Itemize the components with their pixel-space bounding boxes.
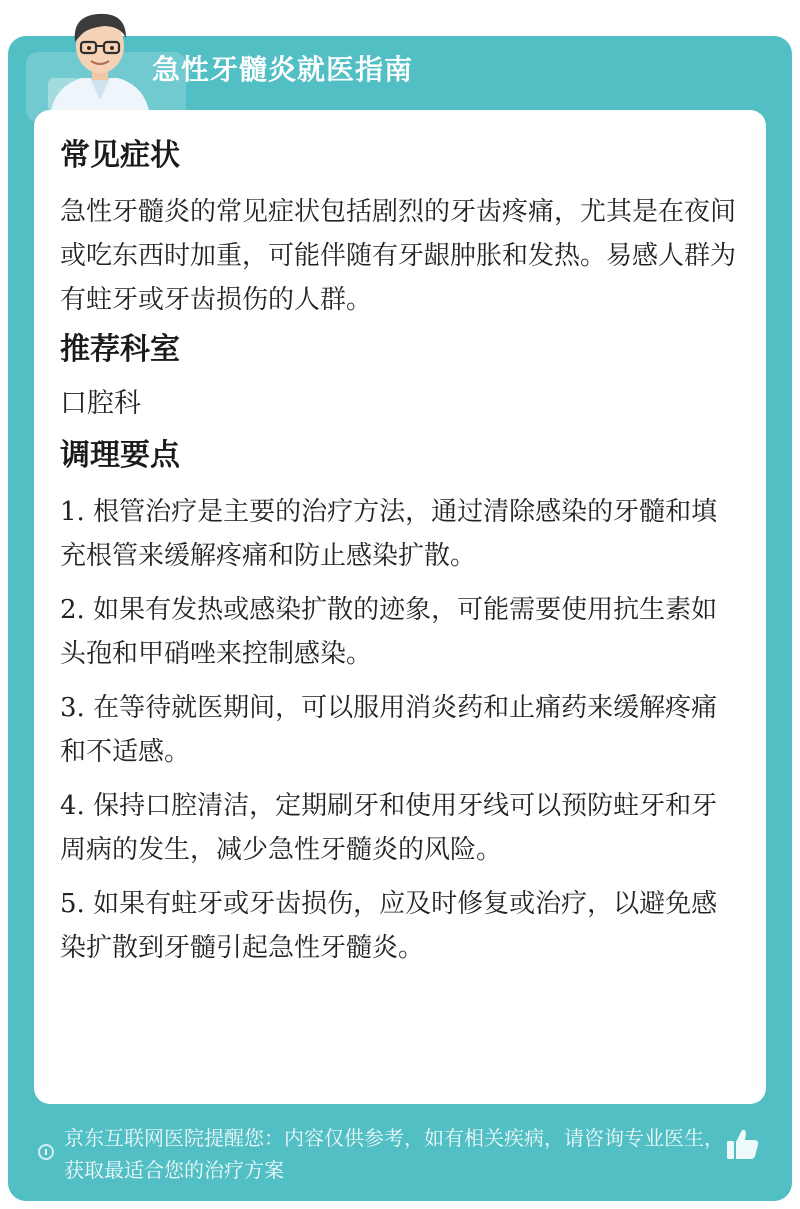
care-tip-number: 3. (60, 693, 85, 723)
care-tip-number: 5. (60, 889, 85, 919)
care-tip-text: 根管治疗是主要的治疗方法，通过清除感染的牙髓和填充根管来缓解疼痛和防止感染扩散。 (60, 497, 718, 571)
doctor-avatar (42, 4, 158, 116)
care-tip-number: 2. (60, 595, 85, 625)
section-title-department: 推荐科室 (60, 332, 180, 367)
content-panel (34, 110, 766, 1104)
care-tip-text: 如果有蛀牙或牙齿损伤，应及时修复或治疗，以避免感染扩散到牙髓引起急性牙髓炎。 (60, 889, 718, 963)
care-tip-text: 在等待就医期间，可以服用消炎药和止痛药来缓解疼痛和不适感。 (60, 693, 718, 767)
footer-notice-text: 京东互联网医院提醒您：内容仅供参考，如有相关疾病，请咨询专业医生，获取最适合您的治疗方案 (64, 1126, 724, 1182)
care-tip (60, 490, 740, 578)
footer-notice (8, 1110, 792, 1200)
symptoms-text: 急性牙髓炎的常见症状包括剧烈的牙齿疼痛，尤其是在夜间或吃东西时加重，可能伴随有牙龈肿胀和发热。易感人群为有蛀牙或牙齿损伤的人群。 (60, 197, 737, 315)
section-title-symptoms: 常见症状 (60, 138, 180, 173)
care-tip-number: 1. (60, 497, 85, 527)
care-tip (60, 686, 740, 774)
info-icon (38, 1144, 54, 1160)
care-tip (60, 784, 740, 872)
care-tip (60, 882, 740, 970)
care-tip-number: 4. (60, 791, 85, 821)
page-title: 急性牙髓炎就医指南 (152, 53, 414, 86)
department-value: 口腔科 (60, 388, 141, 419)
care-tip-text: 如果有发热或感染扩散的迹象，可能需要使用抗生素如头孢和甲硝唑来控制感染。 (60, 595, 718, 669)
care-tip (60, 588, 740, 676)
section-title-care: 调理要点 (60, 438, 180, 473)
care-tip-text: 保持口腔清洁，定期刷牙和使用牙线可以预防蛀牙和牙周病的发生，减少急性牙髓炎的风险。 (60, 791, 718, 865)
thumbs-up-icon[interactable] (724, 1126, 760, 1162)
